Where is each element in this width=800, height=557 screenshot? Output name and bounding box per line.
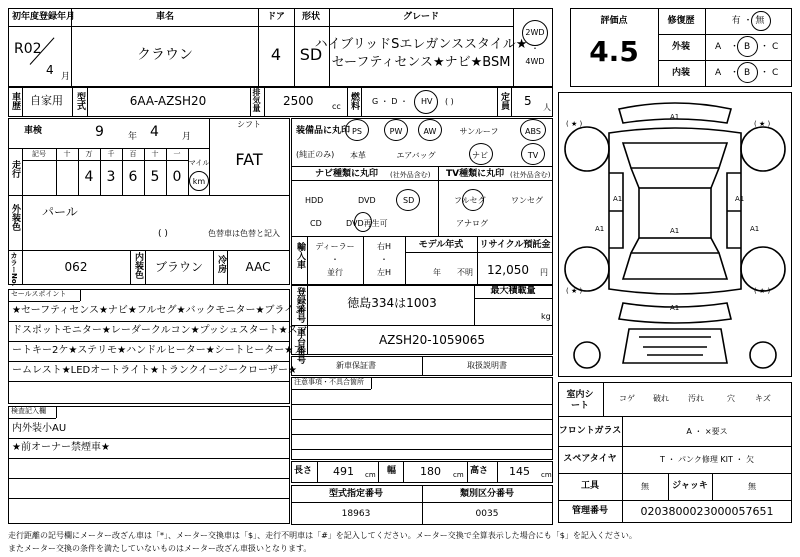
- score-label: 評価点: [600, 16, 628, 26]
- color-value: パール: [42, 205, 78, 219]
- grade-label: グレード: [402, 12, 440, 22]
- wheel-bracket: ( ★ ): [754, 120, 771, 128]
- grade-line1: ハイブリッドSエレガンススタイル★: [314, 37, 528, 52]
- fuel-options: G ・ D ・: [372, 97, 408, 106]
- jack-value: 無: [748, 482, 756, 491]
- capacity-label: 定員: [499, 92, 509, 110]
- reg-month-unit: 月: [61, 72, 71, 82]
- exterior-grade-circle: [737, 36, 758, 57]
- inspection-month: 4: [150, 124, 159, 140]
- import-label: 輸入車: [295, 242, 305, 269]
- seat-label: 室内シート: [566, 390, 594, 411]
- color-label: 外装色: [10, 204, 20, 231]
- fuel-selected: HV: [421, 97, 433, 106]
- registration-label: 登録番号: [295, 287, 305, 323]
- drive-dot: ・: [531, 44, 539, 53]
- class-number: 0035: [475, 509, 499, 519]
- shift-label: シフト: [237, 120, 261, 129]
- body-shape: SD: [299, 45, 323, 64]
- recycle-value: 12,050: [487, 263, 529, 277]
- wheel-bracket: ( ★ ): [566, 287, 583, 295]
- mileage-digit: 4: [84, 169, 94, 185]
- fuel-other: ( ): [445, 97, 454, 106]
- owner-manual: 取扱説明書: [467, 361, 507, 370]
- exterior-label: 外装: [671, 42, 691, 52]
- damage-a1: A1: [735, 195, 745, 203]
- type-designation-number: 18963: [341, 509, 371, 519]
- footer-note-1: 走行距離の記号欄にメーター改ざん車は「*」、メーター交換車は「$」、走行不明車は「#」を記入してください。メーター交換で全算表示した場合にも「$」を記入ください。: [8, 531, 637, 540]
- chassis-label: 車台番号: [295, 328, 305, 364]
- reg-year: R02: [14, 41, 42, 57]
- color-paren: ( ): [158, 229, 168, 239]
- ac-label: 冷房: [216, 255, 226, 273]
- footer-note-2: またメーター交換の条件を満たしていないものはメーター改ざん車扱いとなります。: [8, 544, 312, 553]
- tv-fullseg-circle: [462, 189, 484, 211]
- capacity: 5: [524, 94, 532, 108]
- fuel-label: 燃料: [349, 92, 359, 110]
- color-no-label: カラーNo.: [10, 252, 18, 287]
- height-value: 145: [509, 465, 530, 478]
- sales-line: ★セーフティセンス★ナビ★フルセグ★バックモニター★ブライン: [12, 305, 305, 316]
- repair-label: 修復歴: [667, 16, 695, 26]
- recycle-label: リサイクル預託金: [479, 240, 551, 250]
- color-note: 色替車は色替と記入: [208, 229, 280, 238]
- chassis-number: AZSH20-1059065: [378, 333, 486, 347]
- fuel-hv-circle: [414, 90, 438, 114]
- repair-options: 有 ・ 無: [731, 16, 765, 26]
- mileage-label: 走行: [10, 160, 20, 178]
- sales-line: ートキー2ケ★ステリモ★ハンドルヒーター★シートヒーター★ア: [12, 345, 304, 356]
- damage-a1: A1: [750, 225, 760, 233]
- displacement-label: 排気量: [252, 88, 261, 112]
- damage-a1: A1: [595, 225, 605, 233]
- registration-number: 徳島334は1003: [347, 296, 437, 310]
- inspection-year: 9: [95, 124, 104, 140]
- sales-line: ドスポットモニター★レーダークルコン★プッシュスタート★スマ: [12, 325, 308, 336]
- interior-grade-circle: [737, 62, 758, 83]
- displacement-unit: cc: [332, 102, 341, 111]
- door-count: 4: [270, 45, 282, 64]
- inspection-label: 車検: [24, 126, 43, 136]
- inspector-line: ★前オーナー禁煙車★: [12, 442, 110, 453]
- km-circle: [189, 171, 209, 191]
- drive-4wd: 4WD: [525, 57, 545, 66]
- sales-point-label: セールスポイント: [11, 290, 67, 298]
- score-value: 4.5: [589, 35, 639, 68]
- door-label: ドア: [267, 12, 285, 22]
- history-label: 車歴: [10, 92, 20, 110]
- capacity-unit: 人: [543, 103, 551, 112]
- mile-label: マイル: [188, 159, 210, 167]
- car-name-label: 車名: [155, 12, 175, 22]
- interior-color-label: 内装色: [133, 252, 143, 279]
- color-no: 062: [64, 260, 88, 274]
- sales-line: ームレスト★LEDオートライト★トランクイージークローザー★: [12, 365, 297, 376]
- vehicle-row: [8, 87, 553, 117]
- damage-a1: A1: [670, 113, 680, 121]
- spare-tire-options: T ・ パンク修理 KIT ・ 欠: [660, 455, 754, 464]
- model-year-label: モデル年式: [418, 240, 464, 250]
- interior-color: ブラウン: [154, 260, 204, 274]
- damage-a1: A1: [670, 304, 680, 312]
- length-value: 491: [333, 465, 354, 478]
- repair-none-circle: [751, 11, 771, 31]
- navi-label: ナビ種類に丸印: [315, 169, 379, 179]
- inspector-label: 検査記入欄: [11, 407, 46, 415]
- model-code: 6AA-AZSH20: [129, 94, 207, 108]
- wheel-bracket: ( ★ ): [754, 287, 771, 295]
- management-number: 0203800023000057651: [640, 505, 774, 518]
- interior-label: 内装: [671, 68, 691, 78]
- width-value: 180: [420, 465, 441, 478]
- grade-line2: セーフティセンス★ナビ★BSM: [331, 55, 511, 70]
- reg-year-label: 初年度登録年月: [12, 12, 76, 22]
- mileage-mark-label: 記号: [32, 150, 46, 158]
- car-name: クラウン: [137, 47, 193, 63]
- inspector-line: 内外装小AU: [12, 423, 67, 434]
- model-label: 型式: [75, 92, 85, 110]
- mileage-digit: 6: [128, 169, 138, 185]
- usage-type: 自家用: [30, 94, 63, 107]
- notes-label: 注意事項・不具合箇所: [294, 378, 364, 386]
- mileage-digit: 3: [106, 169, 116, 185]
- new-car-warranty: 新車保証書: [336, 361, 376, 370]
- ac-value: AAC: [245, 260, 271, 274]
- damage-a1: A1: [613, 195, 623, 203]
- shape-label: 形状: [301, 12, 321, 22]
- displacement: 2500: [283, 94, 314, 108]
- shift-value: FAT: [235, 150, 263, 169]
- tools-value: 無: [641, 482, 649, 491]
- mileage-digit: 0: [172, 169, 182, 185]
- reg-month: 4: [46, 63, 54, 77]
- model-year-value: 不明: [457, 268, 473, 277]
- wheel-bracket: ( ★ ): [566, 120, 583, 128]
- damage-a1: A1: [670, 227, 680, 235]
- navi-sd-circle: [396, 189, 420, 211]
- mileage-digit: 5: [150, 169, 160, 185]
- equipment-sublabel: (純正のみ): [296, 150, 335, 159]
- equipment-label: 装備品に丸印: [296, 126, 351, 136]
- tv-label: TV種類に丸印: [446, 169, 505, 179]
- km-label: km: [192, 177, 206, 186]
- windshield-options: A ・ ×要ス: [686, 427, 728, 436]
- drive-2wd: 2WD: [525, 28, 545, 37]
